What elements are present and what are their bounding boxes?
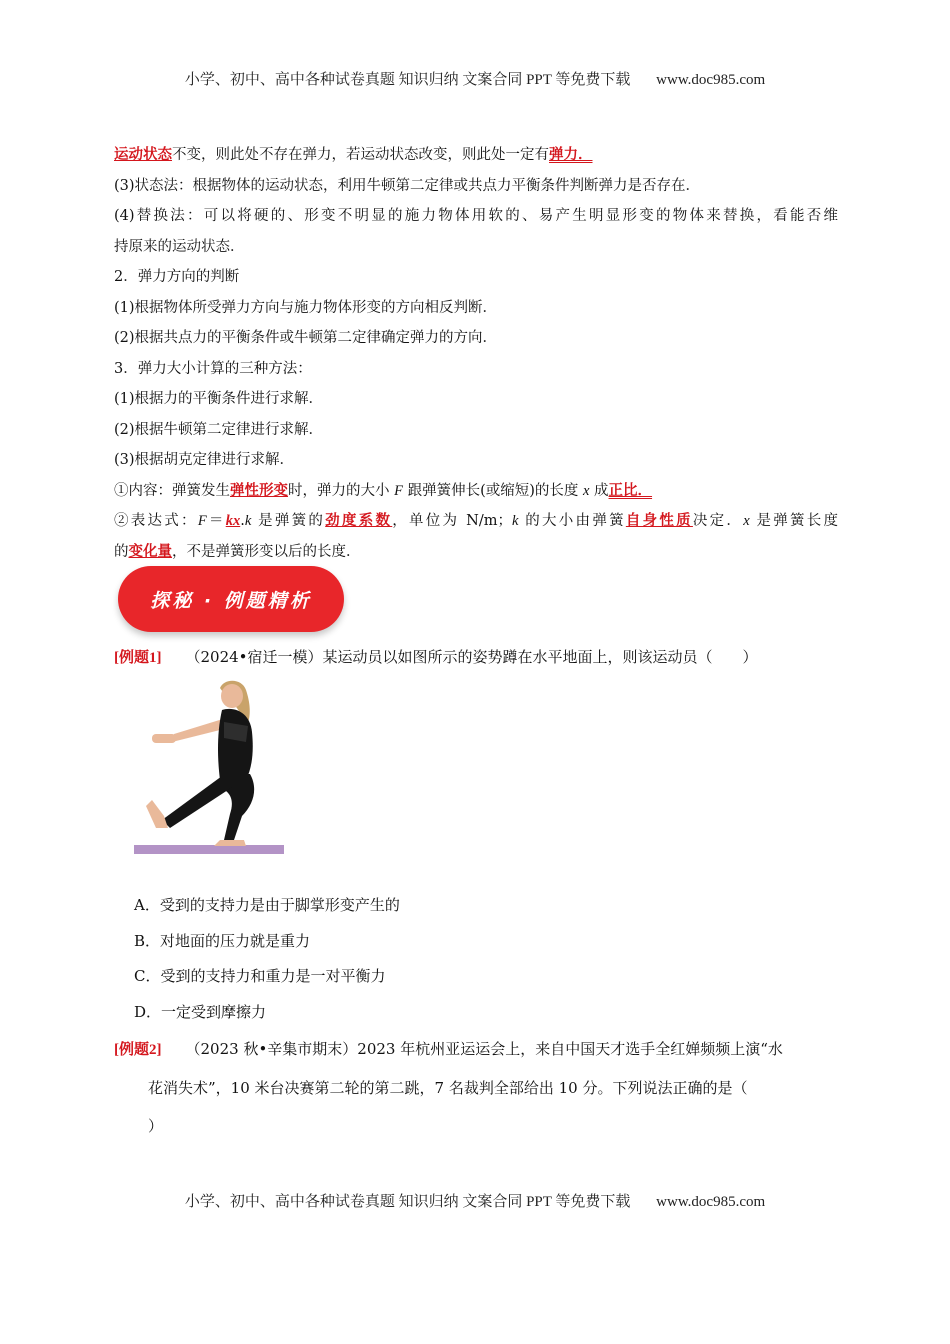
option-b[interactable]: B．对地面的压力就是重力 [134, 931, 311, 950]
option-d[interactable]: D．一定受到摩擦力 [134, 1002, 267, 1021]
line-10: (2)根据牛顿第二定律进行求解． [114, 421, 324, 438]
line-2: (3)状态法：根据物体的运动状态，利用牛顿第二定律或共点力平衡条件判断弹力是否存在． [114, 177, 701, 194]
keyword-self-property: 自身性质 [625, 512, 693, 529]
line-9: (1)根据力的平衡条件进行求解． [114, 391, 324, 407]
body-text [114, 140, 838, 567]
example-1-text: 某运动员以如图所示的姿势蹲在水平地面上，则该运动员（ ） [322, 648, 758, 666]
header-text: 小学、初中、高中各种试卷真题 知识归纳 文案合同 PPT 等免费下载 [184, 72, 631, 88]
section-banner [118, 566, 344, 632]
example-1-source: （2024•宿迁一模） [185, 648, 323, 666]
l14-a: 的 [114, 543, 129, 560]
hands [152, 734, 176, 743]
example-2-line-3: ） [148, 1117, 164, 1135]
l13-b: 是弹簧的 [251, 513, 326, 529]
line-1-text: 不变，则此处不存在弹力，若运动状态改变，则此处一定有 [172, 147, 549, 163]
example-2-source: （2023 秋•辛集市期末） [185, 1040, 358, 1058]
symbol-k: k [511, 513, 519, 529]
line-6: (1)根据物体所受弹力方向与施力物体形变的方向相反判断． [114, 299, 498, 316]
line-11: (3)根据胡克定律进行求解． [114, 452, 295, 468]
symbol-k: k [244, 513, 252, 529]
keyword-kx: kx [225, 513, 241, 529]
example-2-label: [例题2] [114, 1042, 162, 1058]
example-1-question [114, 638, 838, 677]
line-13 [114, 506, 838, 537]
athlete-illustration [134, 676, 288, 856]
header-url[interactable]: www.doc985.com [656, 72, 766, 88]
example-2-line-1 [114, 1030, 838, 1069]
page-header [0, 68, 950, 89]
keyword-motion-state: 运动状态 [114, 146, 172, 163]
extended-foot [146, 800, 168, 828]
keyword-stiffness: 劲度系数 [325, 512, 393, 529]
footer-url[interactable]: www.doc985.com [656, 1194, 766, 1210]
l12-c: 跟弹簧伸长(或缩短)的长度 [402, 482, 583, 499]
l12-b: 时，弹力的大小 [288, 482, 395, 499]
keyword-elastic-deformation: 弹性形变 [230, 481, 288, 499]
equals-sign: ＝ [206, 513, 226, 529]
l13-d: 的大小由弹簧 [518, 513, 626, 529]
l13-a: ②表达式： [114, 513, 198, 529]
supporting-foot [214, 840, 246, 846]
example-2-question [114, 1030, 838, 1145]
line-5: 2．弹力方向的判断 [114, 269, 240, 285]
line-3: (4)替换法：可以将硬的、形变不明显的施力物体用软的、易产生明显形变的物体来替换，看能否维 [114, 208, 838, 224]
example-1-label: [例题1] [114, 650, 162, 666]
page-footer [0, 1190, 950, 1211]
line-12 [114, 476, 838, 507]
option-a[interactable]: A．受到的支持力是由于脚掌形变产生的 [134, 896, 400, 914]
line-1 [114, 140, 838, 171]
l12-d: 成 [589, 482, 609, 499]
athlete-squat-figure [134, 676, 288, 856]
option-c[interactable]: C．受到的支持力和重力是一对平衡力 [134, 967, 386, 985]
line-7: (2)根据共点力的平衡条件或牛顿第二定律确定弹力的方向． [114, 330, 498, 346]
keyword-proportional: 正比． [608, 481, 653, 499]
head [221, 684, 243, 708]
example-2-text-1: 2023 年杭州亚运运会上，来自中国天才选手全红婵频频上演“水 [357, 1040, 783, 1058]
symbol-F: F [394, 482, 403, 499]
symbol-x: x [743, 513, 750, 529]
line-14 [114, 537, 838, 568]
line-8: 3．弹力大小计算的三种方法： [114, 360, 312, 377]
keyword-change-amount: 变化量 [128, 542, 172, 560]
l13-e: 决定． [692, 513, 744, 529]
line-4: 持原来的运动状态． [114, 238, 245, 255]
l13-dot: . [240, 513, 245, 529]
example-2-line-2: 花消失术”，10 米台决赛第二轮的第二跳，7 名裁判全部给出 10 分。下列说法正确的是（ [148, 1079, 748, 1097]
symbol-x: x [583, 482, 590, 499]
yoga-mat [134, 845, 284, 854]
torso [218, 709, 253, 780]
example-1-options [134, 888, 400, 1030]
l14-b: ，不是弹簧形变以后的长度． [172, 543, 361, 560]
l13-c: ，单位为 N/m； [392, 513, 512, 529]
l12-a: ①内容：弹簧发生 [114, 482, 230, 499]
l13-f: 是弹簧长度 [749, 513, 839, 529]
keyword-elastic-force: 弹力． [549, 146, 593, 163]
symbol-F: F [197, 513, 207, 529]
banner-title: 探秘 · 例题精析 [150, 589, 312, 612]
extended-leg [162, 776, 234, 828]
footer-text: 小学、初中、高中各种试卷真题 知识归纳 文案合同 PPT 等免费下载 [184, 1194, 631, 1210]
